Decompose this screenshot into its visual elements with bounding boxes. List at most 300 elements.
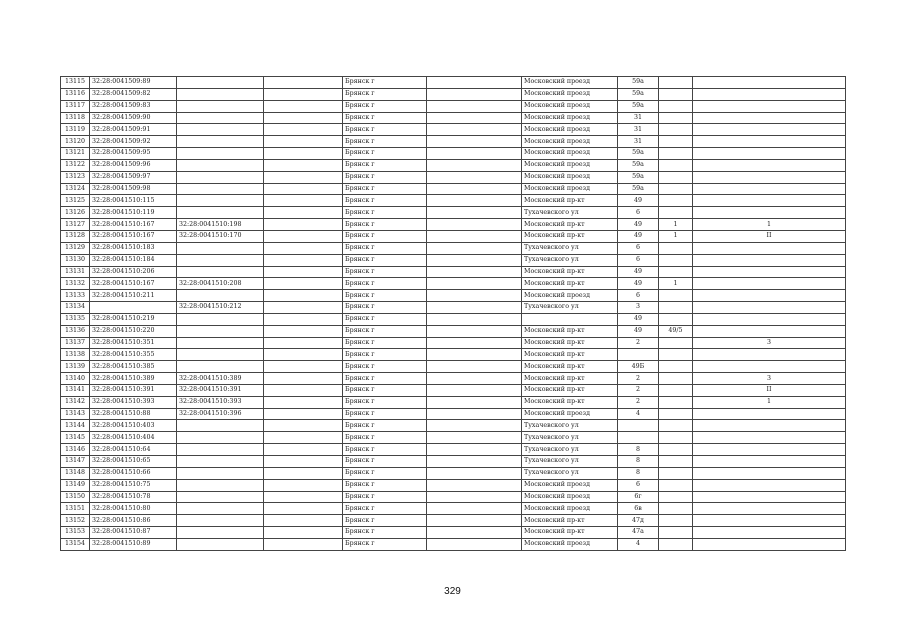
row-number-cell: 13138: [61, 349, 90, 361]
related-cadastral-cell: [177, 349, 264, 361]
building-cell: [659, 77, 693, 89]
district-cell: [427, 384, 522, 396]
building-cell: [659, 207, 693, 219]
related-cadastral-cell: 32:28:0041510:391: [177, 384, 264, 396]
apartment-cell: [693, 266, 846, 278]
related-cadastral-cell: 32:28:0041510:396: [177, 408, 264, 420]
row-number-cell: 13133: [61, 290, 90, 302]
district-cell: [427, 361, 522, 373]
city-cell: Брянск г: [343, 290, 427, 302]
house-cell: 49: [618, 278, 659, 290]
house-cell: 49: [618, 266, 659, 278]
empty-cell: [264, 207, 343, 219]
apartment-cell: [693, 242, 846, 254]
house-cell: 49: [618, 195, 659, 207]
building-cell: [659, 420, 693, 432]
apartment-cell: [693, 538, 846, 550]
related-cadastral-cell: [177, 159, 264, 171]
city-cell: Брянск г: [343, 538, 427, 550]
row-number-cell: 13148: [61, 467, 90, 479]
apartment-cell: 3: [693, 373, 846, 385]
building-cell: [659, 408, 693, 420]
table-row: [61, 384, 846, 396]
building-cell: [659, 467, 693, 479]
row-number-cell: 13145: [61, 432, 90, 444]
row-number-cell: 13116: [61, 88, 90, 100]
cadastral-number-cell: 32:28:0041510:184: [90, 254, 177, 266]
table-row: [61, 479, 846, 491]
table-row: [61, 219, 846, 231]
house-cell: 47д: [618, 515, 659, 527]
house-cell: 6в: [618, 503, 659, 515]
district-cell: [427, 124, 522, 136]
cadastral-number-cell: 32:28:0041510:385: [90, 361, 177, 373]
table-row: [61, 136, 846, 148]
table-row: [61, 183, 846, 195]
apartment-cell: [693, 515, 846, 527]
district-cell: [427, 159, 522, 171]
building-cell: [659, 195, 693, 207]
row-number-cell: 13126: [61, 207, 90, 219]
house-cell: 8: [618, 467, 659, 479]
apartment-cell: [693, 278, 846, 290]
building-cell: [659, 171, 693, 183]
house-cell: 6: [618, 479, 659, 491]
empty-cell: [264, 538, 343, 550]
table-row: [61, 361, 846, 373]
row-number-cell: 13128: [61, 230, 90, 242]
city-cell: Брянск г: [343, 337, 427, 349]
street-cell: Московский пр-кт: [522, 266, 618, 278]
street-cell: Московский проезд: [522, 183, 618, 195]
house-cell: 8: [618, 444, 659, 456]
row-number-cell: 13122: [61, 159, 90, 171]
cadastral-number-cell: 32:28:0041509:89: [90, 77, 177, 89]
street-cell: Московский проезд: [522, 148, 618, 160]
house-cell: 3: [618, 302, 659, 314]
building-cell: 49/5: [659, 325, 693, 337]
street-cell: Тухачевского ул: [522, 432, 618, 444]
empty-cell: [264, 171, 343, 183]
apartment-cell: II: [693, 384, 846, 396]
building-cell: [659, 361, 693, 373]
building-cell: [659, 242, 693, 254]
building-cell: [659, 396, 693, 408]
row-number-cell: 13144: [61, 420, 90, 432]
table-row: [61, 515, 846, 527]
apartment-cell: [693, 503, 846, 515]
district-cell: [427, 538, 522, 550]
apartment-cell: [693, 254, 846, 266]
empty-cell: [264, 278, 343, 290]
building-cell: [659, 254, 693, 266]
related-cadastral-cell: [177, 515, 264, 527]
apartment-cell: [693, 124, 846, 136]
table-row: [61, 491, 846, 503]
related-cadastral-cell: [177, 444, 264, 456]
cadastral-number-cell: 32:28:0041509:92: [90, 136, 177, 148]
cadastral-number-cell: 32:28:0041510:115: [90, 195, 177, 207]
street-cell: Московский пр-кт: [522, 325, 618, 337]
district-cell: [427, 337, 522, 349]
table-row: [61, 408, 846, 420]
related-cadastral-cell: [177, 538, 264, 550]
related-cadastral-cell: [177, 420, 264, 432]
street-cell: Московский проезд: [522, 124, 618, 136]
street-cell: Московский пр-кт: [522, 230, 618, 242]
house-cell: 59а: [618, 148, 659, 160]
city-cell: Брянск г: [343, 254, 427, 266]
house-cell: 49: [618, 230, 659, 242]
street-cell: Московский проезд: [522, 408, 618, 420]
cadastral-number-cell: 32:28:0041510:167: [90, 219, 177, 231]
cadastral-number-cell: 32:28:0041509:96: [90, 159, 177, 171]
house-cell: 59а: [618, 100, 659, 112]
table-row: [61, 171, 846, 183]
cadastral-number-cell: 32:28:0041510:75: [90, 479, 177, 491]
apartment-cell: 1: [693, 396, 846, 408]
house-cell: 59а: [618, 159, 659, 171]
apartment-cell: [693, 88, 846, 100]
building-cell: [659, 538, 693, 550]
table-row: [61, 207, 846, 219]
cadastral-number-cell: [90, 302, 177, 314]
street-cell: Московский проезд: [522, 171, 618, 183]
cadastral-number-cell: 32:28:0041510:393: [90, 396, 177, 408]
street-cell: [522, 313, 618, 325]
street-cell: Московский проезд: [522, 159, 618, 171]
building-cell: [659, 302, 693, 314]
apartment-cell: [693, 420, 846, 432]
street-cell: Московский пр-кт: [522, 337, 618, 349]
building-cell: [659, 479, 693, 491]
building-cell: [659, 266, 693, 278]
cadastral-number-cell: 32:28:0041510:355: [90, 349, 177, 361]
cadastral-number-cell: 32:28:0041510:391: [90, 384, 177, 396]
related-cadastral-cell: [177, 207, 264, 219]
table-row: [61, 242, 846, 254]
building-cell: [659, 124, 693, 136]
apartment-cell: [693, 183, 846, 195]
street-cell: Московский пр-кт: [522, 349, 618, 361]
city-cell: Брянск г: [343, 313, 427, 325]
empty-cell: [264, 396, 343, 408]
apartment-cell: [693, 432, 846, 444]
building-cell: [659, 183, 693, 195]
district-cell: [427, 278, 522, 290]
city-cell: Брянск г: [343, 432, 427, 444]
apartment-cell: [693, 467, 846, 479]
city-cell: Брянск г: [343, 396, 427, 408]
empty-cell: [264, 337, 343, 349]
street-cell: Московский пр-кт: [522, 278, 618, 290]
apartment-cell: 1: [693, 219, 846, 231]
row-number-cell: 13131: [61, 266, 90, 278]
row-number-cell: 13130: [61, 254, 90, 266]
apartment-cell: [693, 290, 846, 302]
city-cell: Брянск г: [343, 207, 427, 219]
house-cell: 47а: [618, 527, 659, 539]
cadastral-number-cell: 32:28:0041509:91: [90, 124, 177, 136]
street-cell: Московский пр-кт: [522, 219, 618, 231]
street-cell: Московский проезд: [522, 112, 618, 124]
related-cadastral-cell: [177, 266, 264, 278]
house-cell: 59а: [618, 183, 659, 195]
district-cell: [427, 456, 522, 468]
city-cell: Брянск г: [343, 467, 427, 479]
city-cell: Брянск г: [343, 278, 427, 290]
table-row: [61, 444, 846, 456]
related-cadastral-cell: [177, 503, 264, 515]
city-cell: Брянск г: [343, 527, 427, 539]
empty-cell: [264, 408, 343, 420]
empty-cell: [264, 159, 343, 171]
city-cell: Брянск г: [343, 515, 427, 527]
district-cell: [427, 195, 522, 207]
building-cell: [659, 313, 693, 325]
city-cell: Брянск г: [343, 171, 427, 183]
house-cell: 59а: [618, 77, 659, 89]
row-number-cell: 13149: [61, 479, 90, 491]
city-cell: Брянск г: [343, 491, 427, 503]
district-cell: [427, 444, 522, 456]
empty-cell: [264, 195, 343, 207]
house-cell: 6: [618, 242, 659, 254]
cadastral-number-cell: 32:28:0041510:89: [90, 538, 177, 550]
empty-cell: [264, 467, 343, 479]
cadastral-number-cell: 32:28:0041510:183: [90, 242, 177, 254]
related-cadastral-cell: [177, 479, 264, 491]
table-row: [61, 290, 846, 302]
city-cell: Брянск г: [343, 159, 427, 171]
empty-cell: [264, 479, 343, 491]
house-cell: 4: [618, 538, 659, 550]
empty-cell: [264, 88, 343, 100]
apartment-cell: [693, 491, 846, 503]
related-cadastral-cell: 32:28:0041510:198: [177, 219, 264, 231]
street-cell: Московский пр-кт: [522, 396, 618, 408]
apartment-cell: [693, 313, 846, 325]
related-cadastral-cell: [177, 242, 264, 254]
district-cell: [427, 479, 522, 491]
house-cell: 2: [618, 337, 659, 349]
related-cadastral-cell: [177, 491, 264, 503]
cadastral-number-cell: 32:28:0041510:220: [90, 325, 177, 337]
cadastral-number-cell: 32:28:0041510:219: [90, 313, 177, 325]
street-cell: Тухачевского ул: [522, 456, 618, 468]
related-cadastral-cell: [177, 290, 264, 302]
table-row: [61, 538, 846, 550]
street-cell: Тухачевского ул: [522, 467, 618, 479]
street-cell: Тухачевского ул: [522, 242, 618, 254]
street-cell: Московский проезд: [522, 88, 618, 100]
row-number-cell: 13124: [61, 183, 90, 195]
house-cell: 6: [618, 254, 659, 266]
related-cadastral-cell: [177, 195, 264, 207]
empty-cell: [264, 124, 343, 136]
related-cadastral-cell: [177, 325, 264, 337]
table-row: [61, 254, 846, 266]
street-cell: Тухачевского ул: [522, 420, 618, 432]
related-cadastral-cell: [177, 432, 264, 444]
house-cell: 31: [618, 136, 659, 148]
row-number-cell: 13143: [61, 408, 90, 420]
city-cell: Брянск г: [343, 420, 427, 432]
table-row: [61, 266, 846, 278]
city-cell: Брянск г: [343, 361, 427, 373]
cadastral-number-cell: 32:28:0041510:211: [90, 290, 177, 302]
cadastral-number-cell: 32:28:0041510:351: [90, 337, 177, 349]
apartment-cell: [693, 361, 846, 373]
street-cell: Тухачевского ул: [522, 444, 618, 456]
table-row: [61, 195, 846, 207]
building-cell: [659, 148, 693, 160]
district-cell: [427, 527, 522, 539]
building-cell: [659, 88, 693, 100]
empty-cell: [264, 112, 343, 124]
house-cell: 59а: [618, 171, 659, 183]
apartment-cell: [693, 195, 846, 207]
building-cell: [659, 290, 693, 302]
district-cell: [427, 136, 522, 148]
house-cell: 31: [618, 112, 659, 124]
district-cell: [427, 219, 522, 231]
district-cell: [427, 432, 522, 444]
building-cell: [659, 444, 693, 456]
apartment-cell: [693, 325, 846, 337]
empty-cell: [264, 515, 343, 527]
row-number-cell: 13151: [61, 503, 90, 515]
street-cell: Московский проезд: [522, 491, 618, 503]
table-row: [61, 396, 846, 408]
district-cell: [427, 171, 522, 183]
empty-cell: [264, 491, 343, 503]
district-cell: [427, 373, 522, 385]
table-row: [61, 112, 846, 124]
city-cell: Брянск г: [343, 503, 427, 515]
apartment-cell: [693, 171, 846, 183]
table-row: [61, 420, 846, 432]
street-cell: Московский проезд: [522, 100, 618, 112]
cadastral-number-cell: 32:28:0041509:98: [90, 183, 177, 195]
apartment-cell: [693, 444, 846, 456]
city-cell: Брянск г: [343, 219, 427, 231]
district-cell: [427, 408, 522, 420]
related-cadastral-cell: 32:28:0041510:389: [177, 373, 264, 385]
row-number-cell: 13154: [61, 538, 90, 550]
table-row: [61, 88, 846, 100]
city-cell: Брянск г: [343, 77, 427, 89]
row-number-cell: 13117: [61, 100, 90, 112]
row-number-cell: 13147: [61, 456, 90, 468]
building-cell: 1: [659, 278, 693, 290]
house-cell: 31: [618, 124, 659, 136]
registry-table: [60, 76, 846, 551]
cadastral-number-cell: 32:28:0041510:87: [90, 527, 177, 539]
building-cell: [659, 432, 693, 444]
district-cell: [427, 88, 522, 100]
apartment-cell: [693, 456, 846, 468]
cadastral-number-cell: 32:28:0041510:167: [90, 230, 177, 242]
house-cell: 59а: [618, 88, 659, 100]
empty-cell: [264, 420, 343, 432]
district-cell: [427, 207, 522, 219]
row-number-cell: 13127: [61, 219, 90, 231]
house-cell: 6г: [618, 491, 659, 503]
cadastral-number-cell: 32:28:0041510:403: [90, 420, 177, 432]
city-cell: Брянск г: [343, 100, 427, 112]
row-number-cell: 13119: [61, 124, 90, 136]
table-row: [61, 503, 846, 515]
street-cell: Тухачевского ул: [522, 207, 618, 219]
building-cell: [659, 337, 693, 349]
related-cadastral-cell: [177, 100, 264, 112]
related-cadastral-cell: [177, 183, 264, 195]
street-cell: Московский пр-кт: [522, 384, 618, 396]
apartment-cell: [693, 112, 846, 124]
city-cell: Брянск г: [343, 373, 427, 385]
city-cell: Брянск г: [343, 88, 427, 100]
row-number-cell: 13134: [61, 302, 90, 314]
building-cell: 1: [659, 219, 693, 231]
street-cell: Московский проезд: [522, 538, 618, 550]
page-number: 329: [444, 586, 461, 597]
cadastral-number-cell: 32:28:0041510:119: [90, 207, 177, 219]
row-number-cell: 13132: [61, 278, 90, 290]
house-cell: [618, 349, 659, 361]
building-cell: [659, 527, 693, 539]
row-number-cell: 13123: [61, 171, 90, 183]
table-row: [61, 325, 846, 337]
cadastral-number-cell: 32:28:0041510:78: [90, 491, 177, 503]
street-cell: Московский проезд: [522, 290, 618, 302]
apartment-cell: [693, 527, 846, 539]
house-cell: 6: [618, 290, 659, 302]
street-cell: Тухачевского ул: [522, 254, 618, 266]
street-cell: Московский пр-кт: [522, 515, 618, 527]
building-cell: [659, 384, 693, 396]
table-row: [61, 432, 846, 444]
row-number-cell: 13129: [61, 242, 90, 254]
related-cadastral-cell: [177, 527, 264, 539]
house-cell: 49: [618, 325, 659, 337]
row-number-cell: 13153: [61, 527, 90, 539]
empty-cell: [264, 456, 343, 468]
city-cell: Брянск г: [343, 349, 427, 361]
table-row: [61, 373, 846, 385]
city-cell: Брянск г: [343, 136, 427, 148]
apartment-cell: [693, 302, 846, 314]
empty-cell: [264, 219, 343, 231]
cadastral-number-cell: 32:28:0041510:80: [90, 503, 177, 515]
empty-cell: [264, 183, 343, 195]
row-number-cell: 13137: [61, 337, 90, 349]
cadastral-number-cell: 32:28:0041510:389: [90, 373, 177, 385]
street-cell: Московский пр-кт: [522, 373, 618, 385]
empty-cell: [264, 242, 343, 254]
district-cell: [427, 420, 522, 432]
district-cell: [427, 77, 522, 89]
related-cadastral-cell: [177, 171, 264, 183]
building-cell: [659, 503, 693, 515]
apartment-cell: [693, 136, 846, 148]
related-cadastral-cell: [177, 77, 264, 89]
district-cell: [427, 266, 522, 278]
city-cell: Брянск г: [343, 266, 427, 278]
city-cell: Брянск г: [343, 183, 427, 195]
city-cell: Брянск г: [343, 325, 427, 337]
related-cadastral-cell: [177, 148, 264, 160]
